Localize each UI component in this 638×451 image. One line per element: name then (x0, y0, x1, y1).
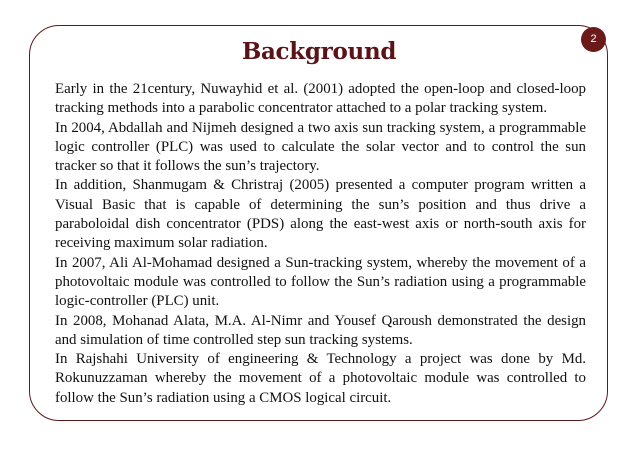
paragraph-shanmugam-christraj: In addition, Shanmugam & Christraj (2005) presented a computer program written a Visual Basic that is capable of determining the sun’s position and thus drive a paraboloidal dish concentrator (PDS) along the east-west axis or north-south axis for receiving maximum solar radiation. (55, 177, 586, 252)
page-number-badge: 2 (581, 27, 606, 52)
slide-body (55, 80, 586, 408)
paragraph-nuwayhid: Early in the 21century, Nuwayhid et al. (2001) adopted the open-loop and closed-loop tracking methods into a parabolic concentrator attached to a polar tracking system. (55, 81, 586, 117)
paragraph-abdallah-nijmeh: In 2004, Abdallah and Nijmeh designed a two axis sun tracking system, a programmable logic controller (PLC) was used to calculate the solar vector and to control the sun tracker so that it follows the sun’s trajectory. (55, 119, 586, 175)
paragraph-rajshahi: In Rajshahi University of engineering & Technology a project was done by Md. Rokunuzzaman whereby the movement of a photovoltaic module was controlled to follow the Sun’s radiation using a CMOS logical circuit. (55, 351, 586, 406)
paragraph-al-mohamad: In 2007, Ali Al-Mohamad designed a Sun-tracking system, whereby the movement of a photovoltaic module was controlled to follow the Sun’s radiation using a programmable logic-controller (PLC) unit. (55, 254, 586, 310)
paragraph-alata: In 2008, Mohanad Alata, M.A. Al-Nimr and Yousef Qaroush demonstrated the design and simulation of time controlled step sun tracking systems. (55, 312, 586, 348)
slide-title: Background (241, 38, 397, 65)
